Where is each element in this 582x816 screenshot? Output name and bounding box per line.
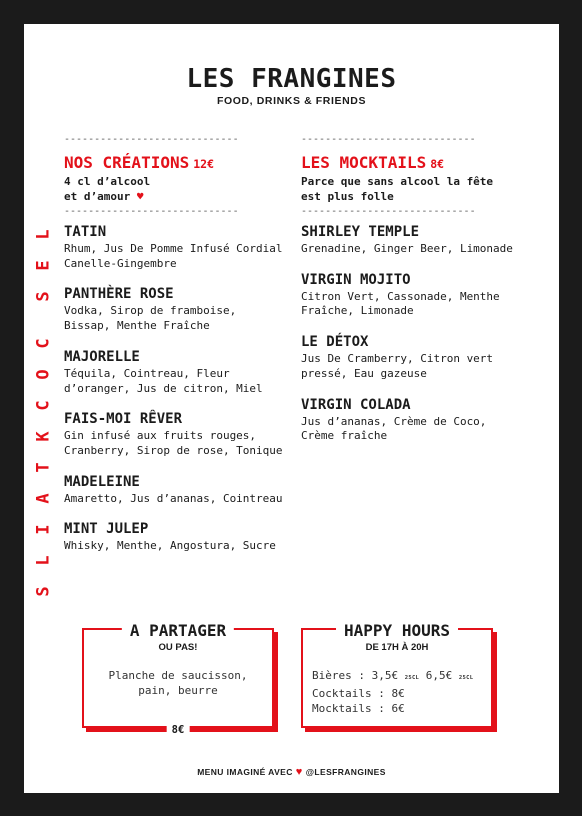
menu-page (24, 24, 559, 793)
item-description: Vodka, Sirop de framboise, Bissap, Menthe Fraîche (64, 304, 237, 333)
beers-size: 25CL (458, 675, 474, 681)
happy-hours-title: HAPPY HOURS (336, 621, 458, 640)
item-name: SHIRLEY TEMPLE (301, 224, 420, 240)
creations-desc-text: 4 cl d’alcool et d’amour (64, 175, 151, 203)
partager-box (82, 621, 274, 736)
footer (24, 766, 559, 778)
menu-title: LES FRANGINES (186, 64, 397, 94)
menu-item (64, 224, 284, 271)
creations-list (64, 224, 284, 554)
menu-item (301, 334, 521, 381)
vertical-letter: C (33, 400, 54, 411)
mocktails-description: Parce que sans alcool la fête est plus folle (301, 175, 494, 203)
footer-text: MENU IMAGINÉ AVEC (197, 767, 293, 777)
creations-description (64, 175, 284, 204)
partager-body: Planche de saucisson, pain, beurre (108, 669, 248, 697)
mocktails-title: LES MOCKTAILS (301, 153, 427, 172)
vertical-letter: I (33, 524, 54, 535)
item-description: Téquila, Cointreau, Fleur d’oranger, Jus de citron, Miel (64, 366, 263, 395)
beers-label: Bières : 3,5€ (312, 669, 399, 682)
menu-item (301, 224, 521, 257)
menu-item (64, 411, 284, 458)
partager-subtitle: OU PAS! (158, 642, 198, 653)
vertical-letter: E (33, 260, 54, 271)
item-name: VIRGIN COLADA (301, 396, 411, 413)
menu-item (64, 521, 284, 554)
item-description: Grenadine, Ginger Beer, Limonade (301, 242, 513, 255)
item-description: Citron Vert, Cassonade, Menthe Fraîche, Limonade (301, 289, 500, 318)
menu-item (301, 397, 521, 444)
vertical-letter: O (33, 369, 54, 380)
mocktails-price: 8€ (430, 157, 445, 171)
vertical-letter: T (33, 462, 54, 473)
menu-subtitle: FOOD, DRINKS & FRIENDS (216, 95, 367, 107)
vertical-letter: C (33, 338, 54, 349)
beers-size: 25CL (404, 675, 420, 681)
item-description: Amaretto, Jus d’ananas, Cointreau (64, 491, 283, 505)
vertical-cocktails-label (32, 219, 56, 607)
mocktails-line: Mocktails : 6€ (312, 702, 405, 715)
item-name: FAIS-MOI RÊVER (64, 411, 183, 428)
vertical-letter: L (33, 229, 54, 240)
menu-item (64, 349, 284, 396)
separator: ----------------------------- (64, 206, 239, 217)
mocktails-heading (301, 153, 521, 172)
menu-item (301, 272, 521, 319)
item-description: Rhum, Jus De Pomme Infusé Cordial Canelle-Gingembre (64, 242, 283, 270)
separator: ----------------------------- (301, 206, 476, 217)
happy-hours-subtitle: DE 17H À 20H (365, 642, 429, 653)
item-name: TATIN (64, 224, 107, 240)
item-name: MAJORELLE (64, 348, 140, 365)
item-name: MADELEINE (64, 473, 140, 490)
vertical-letter: S (33, 291, 54, 302)
footer-handle: @LESFRANGINES (305, 767, 386, 777)
separator: ----------------------------- (301, 134, 476, 145)
creations-column (64, 134, 284, 569)
item-name: VIRGIN MOJITO (301, 271, 411, 288)
happy-hours-box (301, 621, 493, 728)
partager-price: 8€ (167, 724, 190, 736)
creations-heading (64, 153, 284, 172)
vertical-letter: S (33, 586, 54, 597)
heart-icon: ♥ (136, 189, 144, 203)
item-description: Whisky, Menthe, Angostura, Sucre (64, 539, 276, 553)
beers-price-2: 6,5€ (425, 669, 453, 682)
vertical-letter: K (33, 431, 54, 442)
item-name: LE DÉTOX (301, 334, 369, 351)
cocktails-line: Cocktails : 8€ (312, 687, 405, 700)
happy-hours-list (312, 668, 473, 716)
separator: ----------------------------- (64, 134, 239, 145)
mocktails-column (301, 134, 521, 459)
vertical-letter: L (33, 555, 54, 566)
menu-item (64, 474, 284, 507)
vertical-letter: A (33, 493, 54, 504)
item-description: Jus De Cramberry, Citron vert pressé, Eau gazeuse (301, 352, 494, 380)
creations-title: NOS CRÉATIONS (64, 153, 190, 172)
item-name: PANTHÈRE ROSE (64, 286, 174, 303)
creations-price: 12€ (193, 157, 215, 171)
beers-line (312, 668, 473, 686)
partager-title: A PARTAGER (122, 621, 234, 640)
item-description: Jus d’ananas, Crème de Coco, Crème fraîche (301, 414, 487, 443)
menu-item (64, 286, 284, 333)
heart-icon: ♥ (295, 766, 303, 778)
item-description: Gin infusé aux fruits rouges, Cranberry, Sirop de rose, Tonique (64, 429, 283, 457)
item-name: MINT JULEP (64, 521, 149, 538)
mocktails-list (301, 224, 521, 444)
